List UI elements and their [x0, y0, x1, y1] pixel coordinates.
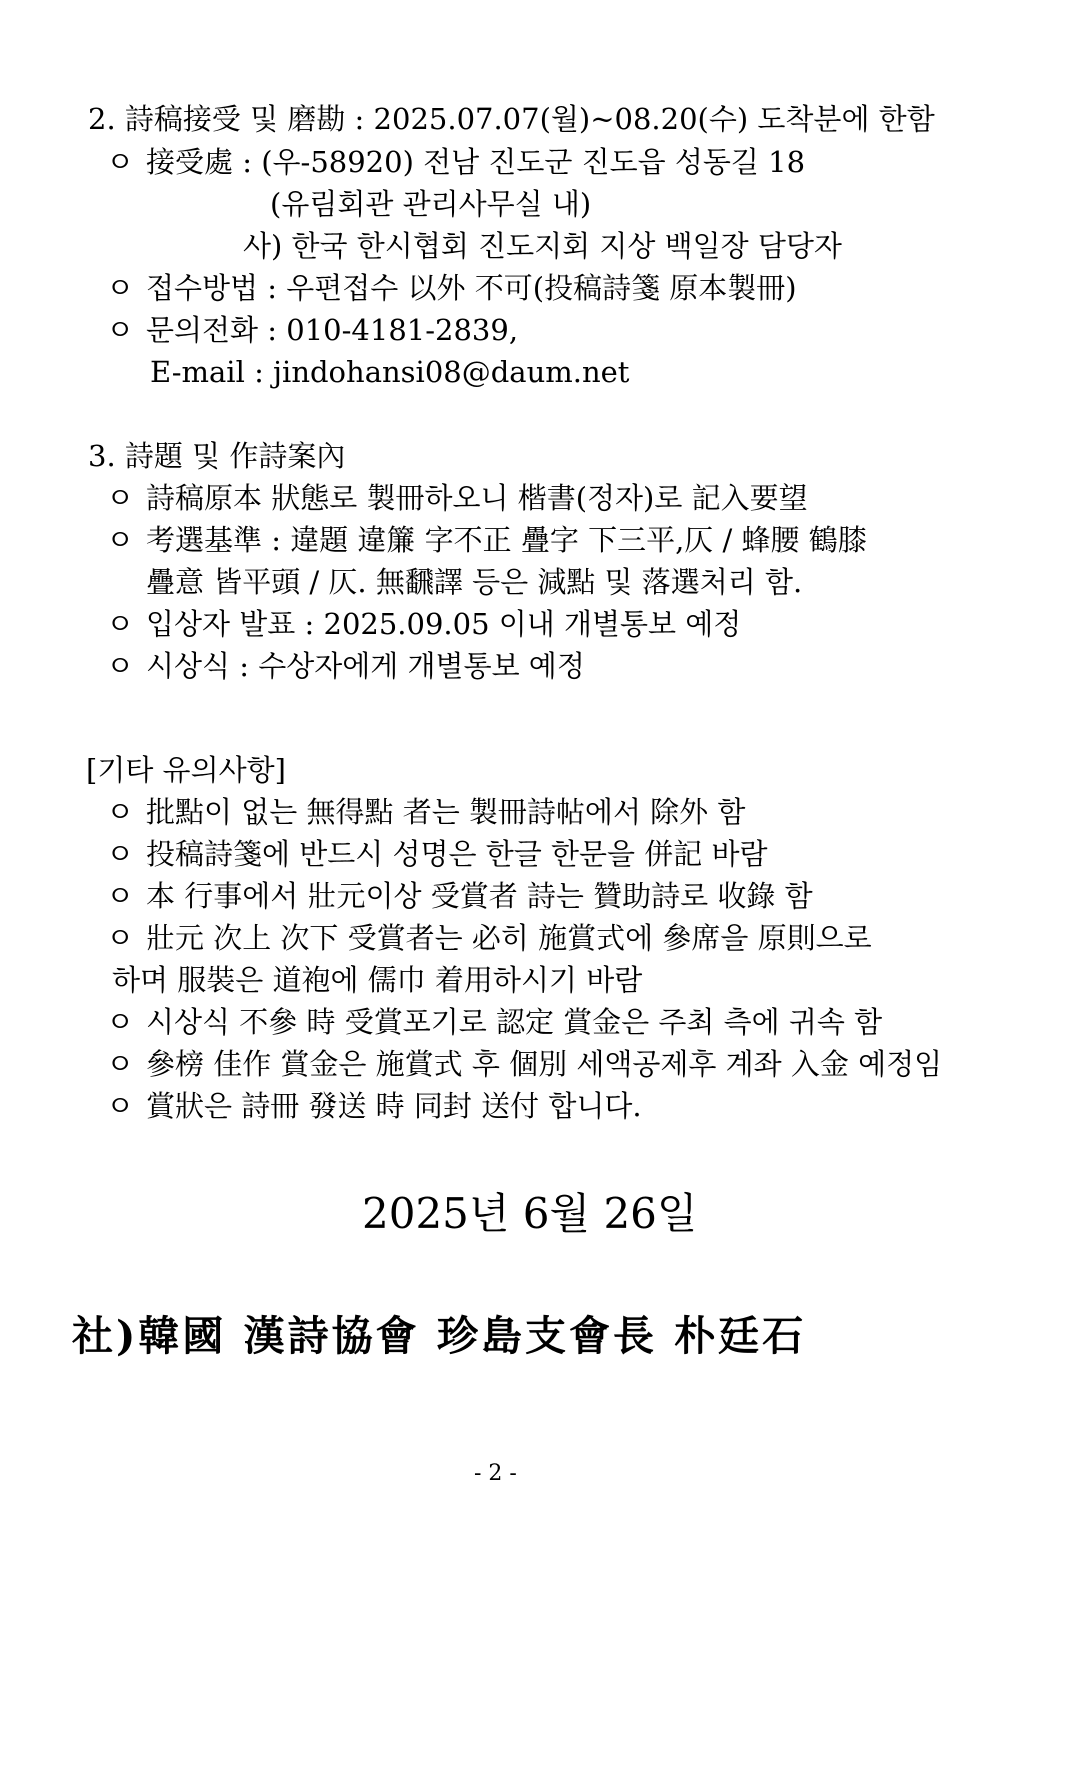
list-item-text: 시상식 : 수상자에게 개별통보 예정 [146, 649, 585, 683]
list-item [106, 918, 872, 958]
list-item [106, 1002, 882, 1042]
list-item-text: 批點이 없는 無得點 者는 製冊詩帖에서 除外 함 [146, 795, 746, 829]
list-item-text: 參榜 佳作 賞金은 施賞式 후 個別 세액공제후 계좌 入金 예정임 [146, 1047, 943, 1081]
list-item [106, 478, 808, 518]
list-item-text: 입상자 발표 : 2025.09.05 이내 개별통보 예정 [146, 607, 742, 641]
bullet-circle-icon: ㅇ [106, 649, 135, 683]
list-item-text: 詩稿原本 狀態로 製冊하오니 楷書(정자)로 記入要望 [146, 481, 808, 515]
list-item [106, 1086, 642, 1126]
bullet-circle-icon: ㅇ [106, 1089, 135, 1123]
bullet-circle-icon: ㅇ [106, 313, 135, 347]
bullet-circle-icon: ㅇ [106, 145, 135, 179]
receipt-place-continuation: (유림회관 관리사무실 내) [270, 187, 592, 221]
list-item-method [106, 268, 797, 308]
list-item-text: 接受處 : (우-58920) 전남 진도군 진도읍 성동길 18 [146, 145, 806, 179]
bullet-circle-icon: ㅇ [106, 921, 135, 955]
bullet-circle-icon: ㅇ [106, 795, 135, 829]
bullet-circle-icon: ㅇ [106, 1005, 135, 1039]
list-item-text: 考選基準 : 違題 違簾 字不正 疊字 下三平,仄 / 蜂腰 鶴膝 [146, 523, 867, 557]
list-item-text: 賞狀은 詩冊 發送 時 同封 送付 합니다. [146, 1089, 642, 1123]
section-2-heading: 2. 詩稿接受 및 磨勘 : 2025.07.07(월)~08.20(수) 도착분에 한함 [88, 102, 935, 136]
list-item [106, 520, 867, 560]
bullet-circle-icon: ㅇ [106, 837, 135, 871]
bullet-circle-icon: ㅇ [106, 607, 135, 641]
list-item-text: 壯元 次上 次下 受賞者는 必히 施賞式에 參席을 原則으로 [146, 921, 872, 955]
list-item-continuation: 하며 服裝은 道袍에 儒巾 着用하시기 바람 [112, 963, 643, 997]
list-item-continuation: 疊意 皆平頭 / 仄. 無飜譯 등은 減點 및 落選처리 함. [146, 565, 803, 599]
notes-heading: [기타 유의사항] [86, 753, 286, 787]
bullet-circle-icon: ㅇ [106, 271, 135, 305]
bullet-circle-icon: ㅇ [106, 523, 135, 557]
list-item [106, 1044, 942, 1084]
list-item-text: 投稿詩箋에 반드시 성명은 한글 한문을 併記 바람 [146, 837, 768, 871]
page-number: - 2 - [474, 1461, 517, 1486]
receipt-place-continuation: 사) 한국 한시협회 진도지회 지상 백일장 담당자 [243, 229, 842, 263]
list-item [106, 646, 585, 686]
list-item-text: 접수방법 : 우편접수 以外 不可(投稿詩箋 原本製冊) [146, 271, 797, 305]
list-item [106, 604, 741, 644]
email-line: E-mail : jindohansi08@daum.net [150, 355, 630, 389]
list-item-phone [106, 310, 518, 350]
list-item-text: 시상식 不參 時 受賞포기로 認定 賞金은 주최 측에 귀속 함 [146, 1005, 883, 1039]
list-item-text: 本 行事에서 壯元이상 受賞者 詩는 贊助詩로 收錄 함 [146, 879, 813, 913]
signature-line: 社)韓國 漢詩協會 珍島支會長 朴廷石 [72, 1312, 807, 1360]
section-3-heading: 3. 詩題 및 作詩案內 [88, 439, 346, 473]
list-item-text: 문의전화 : 010-4181-2839, [146, 313, 519, 347]
document-date: 2025년 6월 26일 [362, 1189, 698, 1238]
list-item [106, 876, 813, 916]
bullet-circle-icon: ㅇ [106, 481, 135, 515]
bullet-circle-icon: ㅇ [106, 879, 135, 913]
list-item [106, 792, 745, 832]
list-item-receipt-place [106, 142, 805, 182]
bullet-circle-icon: ㅇ [106, 1047, 135, 1081]
list-item [106, 834, 768, 874]
